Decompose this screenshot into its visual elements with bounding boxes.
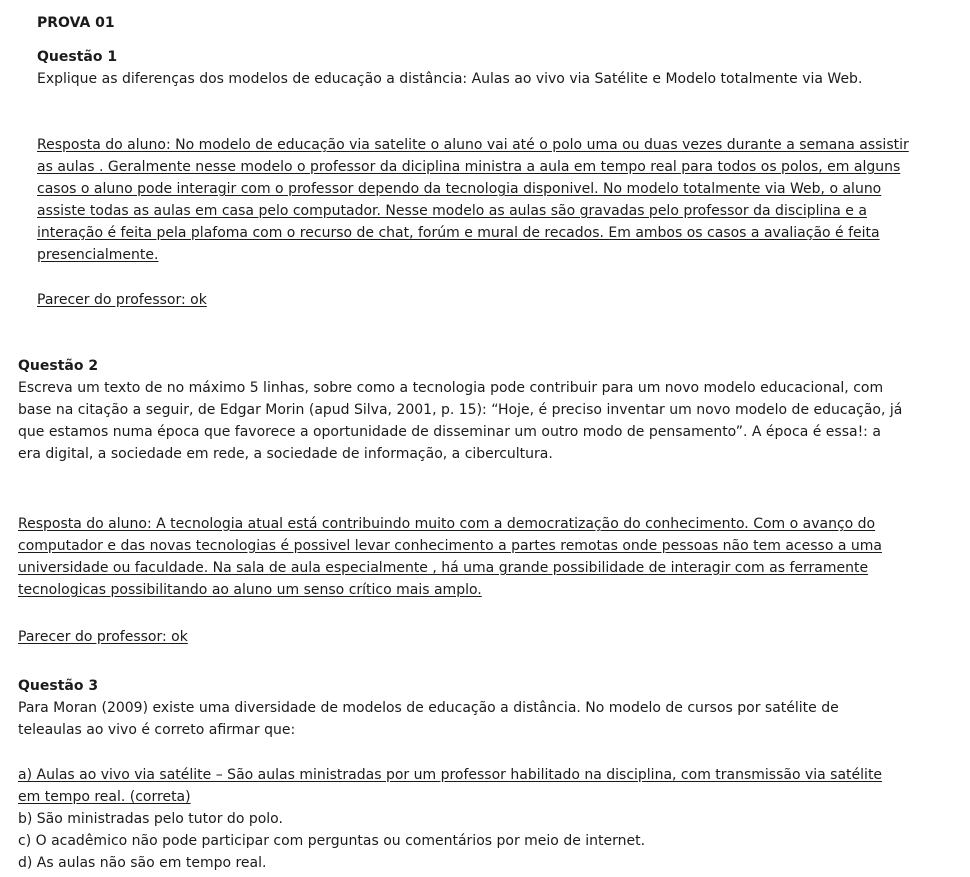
question-3-option-a: a) Aulas ao vivo via satélite – São aulas ministradas por um professor habilitado na disciplina, com transmissão via satélite em tempo real. (correta) (18, 767, 883, 805)
question-1-feedback: Parecer do professor: ok (37, 292, 207, 308)
question-1-answer: Resposta do aluno: No modelo de educação via satelite o aluno vai até o polo uma ou duas vezes durante a semana assistir as aulas . Geralmente nesse modelo o professor da diciplina ministra a aula em tempo real para todos os polos, em alguns casos o aluno pode interagir com o professor dependo da tecnologia disponivel. No modelo totalmente via Web, o aluno assiste todas as aulas em casa pelo computador. Nesse modelo as aulas são gravadas pelo professor da disciplina e a interação é feita pela plafoma com o recurso de chat, forúm e mural de recados. Em ambos os casos a avaliação é feita presencialmente. (37, 137, 909, 263)
question-3-prompt: Para Moran (2009) existe uma diversidade de modelos de educação a distância. No modelo de cursos por satélite de teleaulas ao vivo é correto afirmar que: (18, 700, 839, 738)
question-1-feedback-block (37, 289, 922, 311)
question-2-answer: Resposta do aluno: A tecnologia atual está contribuindo muito com a democratização do conhecimento. Com o avanço do computador e das novas tecnologias é possivel levar conhecimento a partes remotas onde pessoas não tem acesso a uma universidade ou faculdade. Na sala de aula especialmente , há uma grande possibilidade de interagir com as ferramente tecnologicas possibilitando ao aluno um senso crítico mais amplo. (18, 516, 882, 598)
question-3-option-b: b) São ministradas pelo tutor do polo. (18, 811, 283, 827)
question-3 (18, 675, 903, 741)
page-title: PROVA 01 (37, 15, 115, 31)
question-3-title: Questão 3 (18, 678, 99, 694)
question-3-option-d: d) As aulas não são em tempo real. (18, 855, 267, 871)
question-2-feedback-block (18, 626, 903, 648)
question-1-answer-block (37, 134, 922, 266)
question-2-prompt: Escreva um texto de no máximo 5 linhas, sobre como a tecnologia pode contribuir para um novo modelo educacional, com base na citação a seguir, de Edgar Morin (apud Silva, 2001, p. 15): “Hoje, é preciso inventar um novo modelo de educação, já que estamos numa época que favorece a oportunidade de disseminar um outro modo de pensamento”. A época é essa!: a era digital, a sociedade em rede, a sociedade de informação, a cibercultura. (18, 380, 903, 462)
question-2-answer-block (18, 513, 903, 601)
question-2-feedback: Parecer do professor: ok (18, 629, 188, 645)
question-3-option-c: c) O acadêmico não pode participar com perguntas ou comentários por meio de internet. (18, 833, 646, 849)
question-1-prompt: Explique as diferenças dos modelos de educação a distância: Aulas ao vivo via Satélite e Modelo totalmente via Web. (37, 71, 863, 87)
question-2-title: Questão 2 (18, 358, 99, 374)
question-2 (18, 355, 903, 465)
question-3-options (18, 764, 903, 874)
question-1-title: Questão 1 (37, 49, 118, 65)
question-1 (37, 46, 922, 90)
